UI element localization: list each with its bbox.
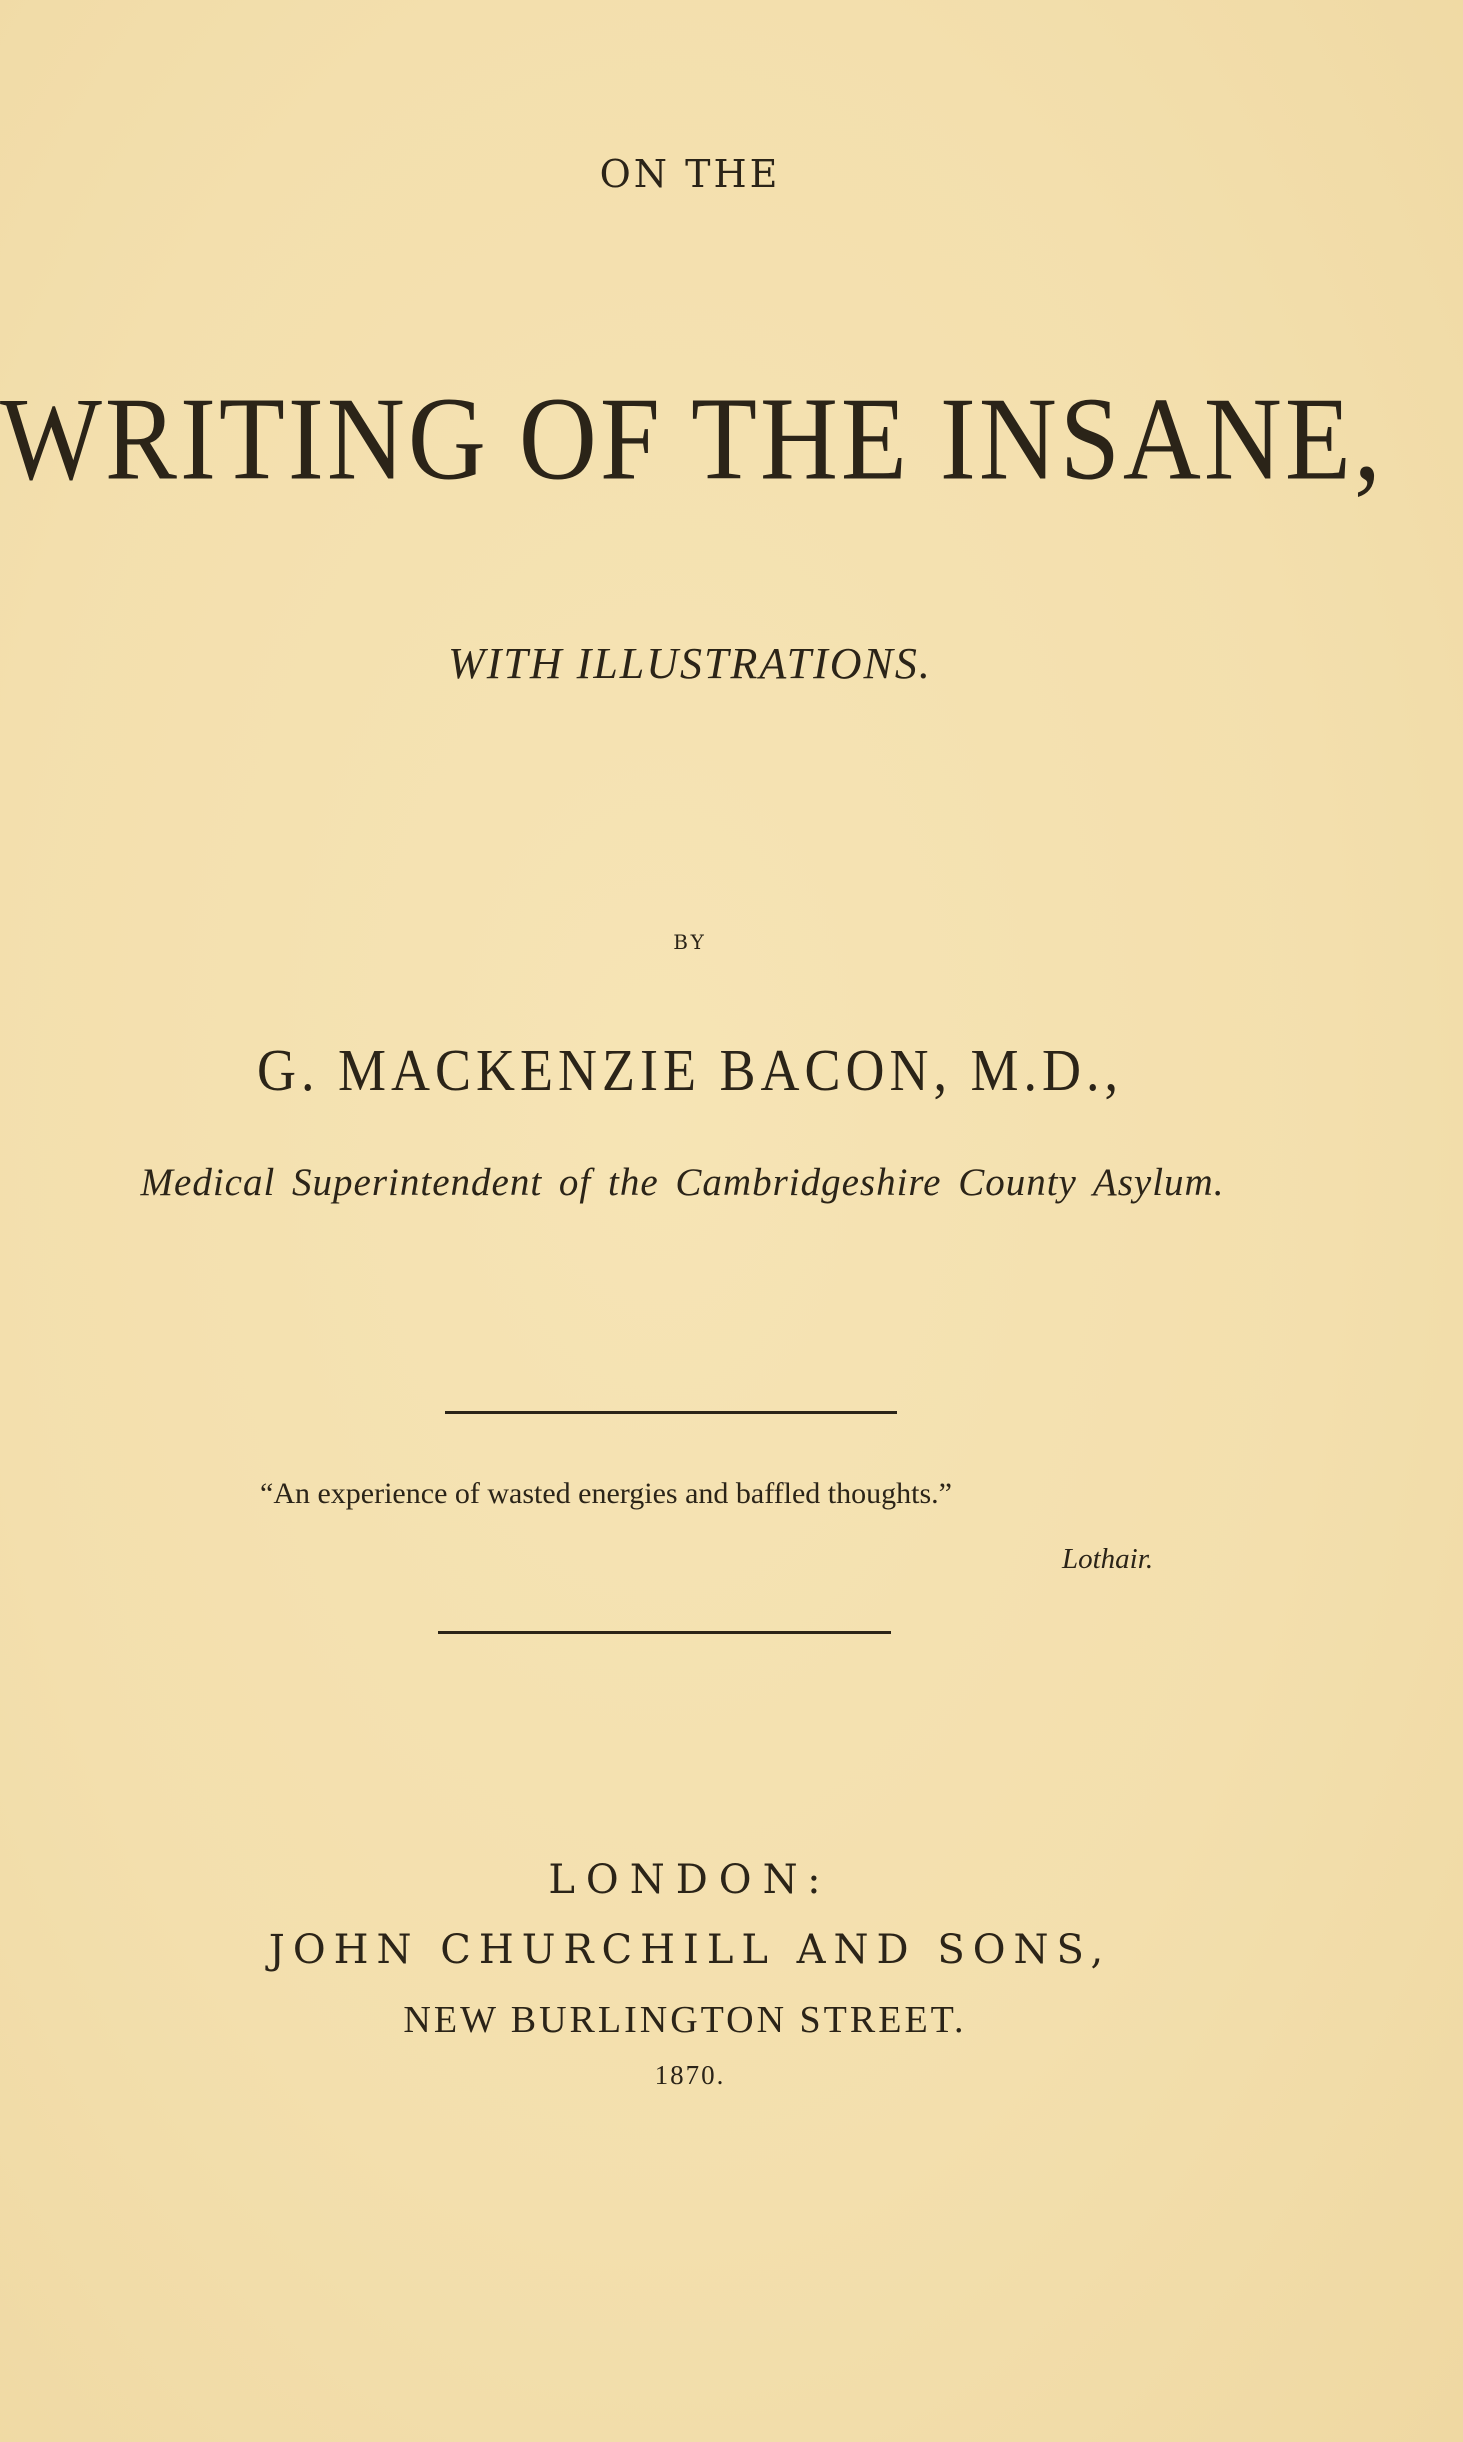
- epigraph-source: Lothair.: [1062, 1543, 1154, 1575]
- by-line: BY: [673, 930, 707, 954]
- book-title: WRITING OF THE INSANE,: [0, 374, 1384, 506]
- divider-bottom: [438, 1631, 891, 1634]
- imprint-year: 1870.: [654, 2060, 726, 2090]
- imprint-city: LONDON:: [548, 1857, 832, 1903]
- author-affiliation: Medical Superintendent of the Cambridgeshire County Asylum.: [140, 1161, 1225, 1204]
- subtitle: WITH ILLUSTRATIONS.: [448, 639, 932, 688]
- author-name: G. MACKENZIE BACON, M.D.,: [257, 1037, 1123, 1104]
- divider-top: [445, 1411, 897, 1414]
- epigraph-quote: “An experience of wasted energies and baffled thoughts.”: [260, 1477, 952, 1510]
- pre-title: ON THE: [599, 152, 781, 196]
- imprint-address: NEW BURLINGTON STREET.: [403, 1999, 967, 2041]
- imprint-publisher: JOHN CHURCHILL AND SONS,: [268, 1927, 1112, 1973]
